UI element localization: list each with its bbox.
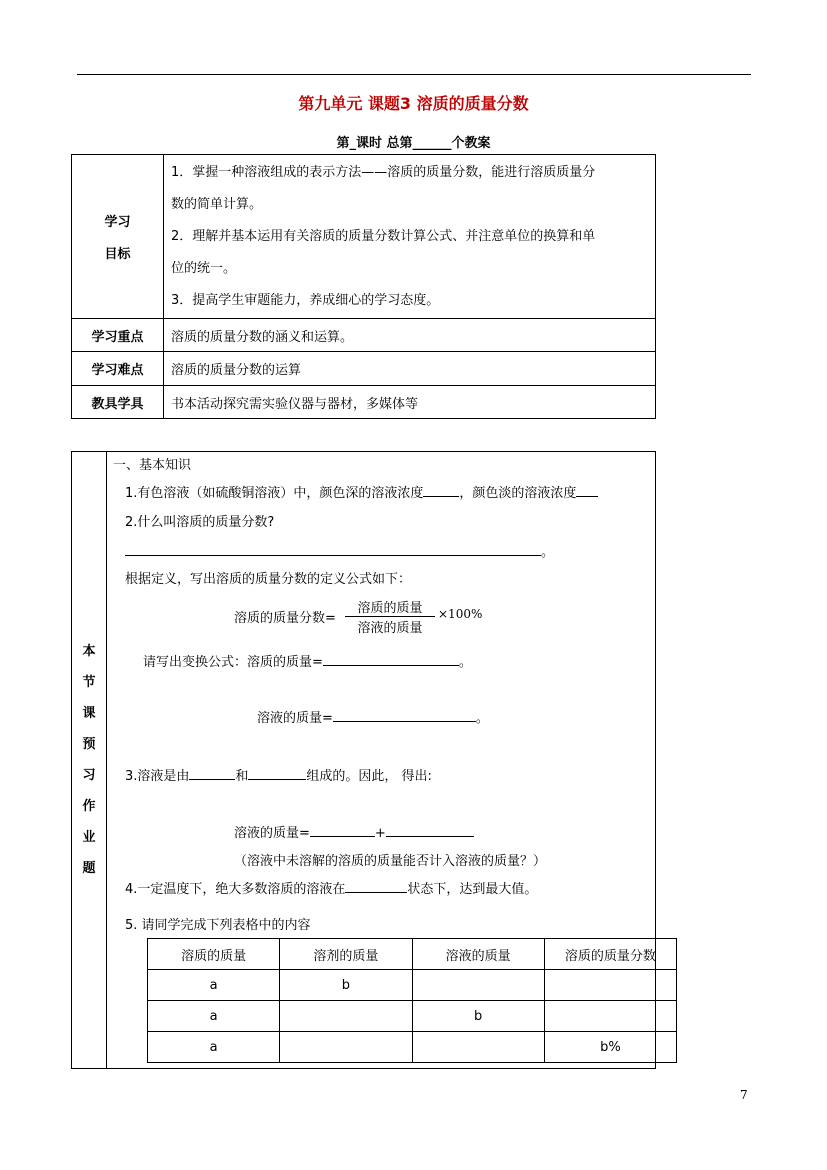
question-4: 4.一定温度下，绝大多数溶质的溶液在 状态下，达到最大值。: [125, 882, 538, 897]
table-cell: [544, 1001, 676, 1032]
formula-numerator: 溶质的质量: [345, 597, 435, 617]
formula-denominator: 溶液的质量: [357, 621, 423, 636]
table-cell: a: [148, 1032, 280, 1063]
header-rule: [77, 74, 751, 75]
question-5: 5. 请同学完成下列表格中的内容: [125, 918, 311, 933]
table-row: [148, 970, 677, 1001]
table-cell: [280, 1001, 412, 1032]
table-cell: b: [412, 1001, 544, 1032]
page-number: 7: [740, 1088, 748, 1102]
question-1: 1.有色溶液（如硫酸铜溶液）中，颜色深的溶液浓度 ，颜色淡的溶液浓度: [125, 482, 598, 501]
note-question: （溶液中未溶解的溶质的质量能否计入溶液的质量？）: [234, 854, 547, 869]
table-cell: a: [148, 1001, 280, 1032]
info-table: [71, 154, 656, 419]
formula-tail: ×100%: [438, 607, 483, 621]
page-subtitle: 第_课时 总第______个教案: [336, 136, 491, 151]
table-cell: [412, 970, 544, 1001]
question-3: 3.溶液是由 和 组成的。因此， 得出:: [125, 769, 432, 784]
formula-lhs: 溶质的质量分数=: [234, 611, 336, 626]
preview-table: [71, 451, 656, 1069]
preview-content: [107, 452, 656, 1069]
goals-label: 学习 目标: [72, 155, 164, 319]
key-text: 溶质的质量分数的涵义和运算。: [164, 319, 656, 352]
preview-side-label: 本 节 课 预 习 作 业 题: [72, 452, 107, 1069]
transform-formula: 请写出变换公式：溶质的质量= 。: [143, 655, 472, 670]
table-cell: [280, 1032, 412, 1063]
section-title: 一、基本知识: [113, 458, 192, 473]
page-title: 第九单元 课题3 溶质的质量分数: [298, 94, 529, 113]
table-header-cell: 溶剂的质量: [280, 939, 412, 970]
table-cell: [412, 1032, 544, 1063]
definition-intro: 根据定义，写出溶质的质量分数的定义公式如下：: [125, 572, 412, 587]
tools-text: 书本活动探究需实验仪器与器材，多媒体等: [164, 386, 656, 419]
formula-fraction: [345, 597, 435, 636]
table-header-cell: 溶液的质量: [412, 939, 544, 970]
solution-mass-formula: 溶液的质量= 。: [257, 711, 489, 726]
table-cell: a: [148, 970, 280, 1001]
key-label: 学习重点: [72, 319, 164, 352]
hard-text: 溶质的质量分数的运算: [164, 352, 656, 386]
definition-answer-line: 。: [125, 541, 554, 560]
table-header-cell: 溶质的质量分数: [544, 939, 676, 970]
solution-equation: 溶液的质量= +: [234, 822, 474, 841]
tools-label: 教具学具: [72, 386, 164, 419]
question-2: 2.什么叫溶质的质量分数?: [125, 515, 275, 530]
goals-text: 1．掌握一种溶液组成的表示方法——溶质的质量分数，能进行溶质质量分 数的简单计算。 2．理解并基本运用有关溶质的质量分数计算公式、并注意单位的换算和单 位的统一。 3．提高学生审题能力，养成细心的学习态度。: [164, 155, 656, 319]
table-row: [148, 1001, 677, 1032]
table-header-row: [148, 939, 677, 970]
exercise-table: [147, 938, 677, 1063]
table-cell: [544, 970, 676, 1001]
table-header-cell: 溶质的质量: [148, 939, 280, 970]
table-row: [148, 1032, 677, 1063]
hard-label: 学习难点: [72, 352, 164, 386]
table-cell: b: [280, 970, 412, 1001]
table-cell: b%: [544, 1032, 676, 1063]
